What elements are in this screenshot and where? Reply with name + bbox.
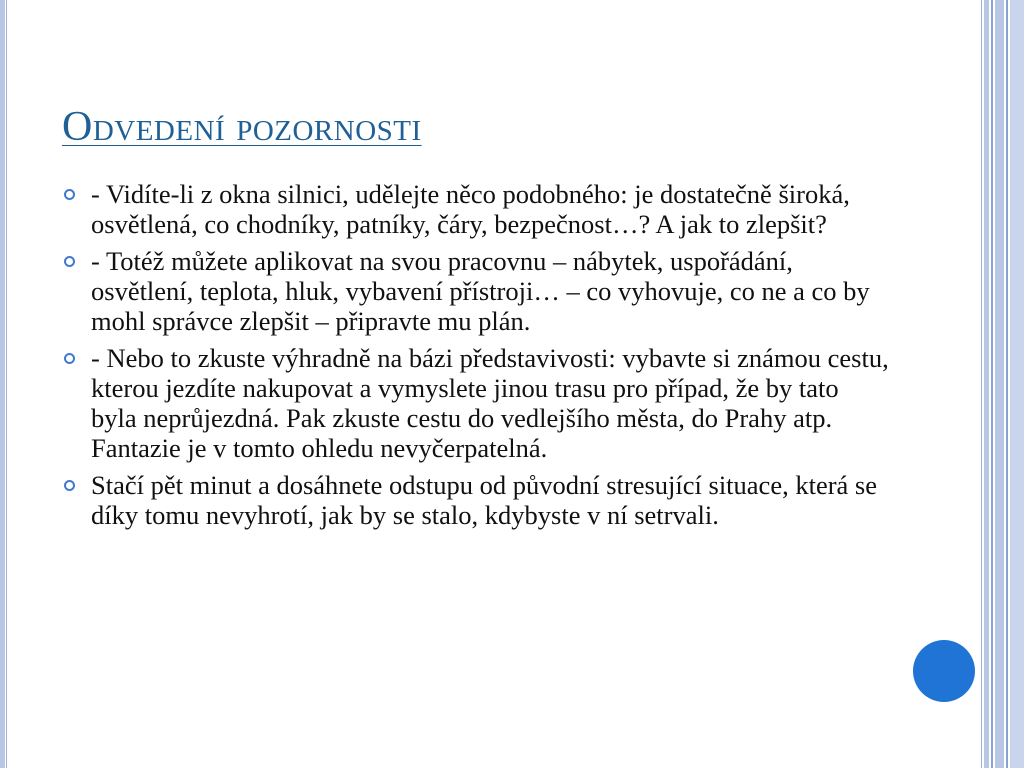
bullet-circle-icon bbox=[64, 480, 75, 491]
bullet-item bbox=[60, 470, 890, 530]
bullet-item bbox=[60, 343, 890, 463]
bullet-circle-icon bbox=[64, 189, 75, 200]
bullet-list bbox=[60, 179, 890, 537]
right-frame-stripe-3 bbox=[1010, 0, 1024, 768]
slide-title: Odvedení pozornosti bbox=[62, 104, 422, 150]
left-frame-line bbox=[6, 0, 7, 768]
bullet-text: Stačí pět minut a dosáhnete odstupu od původní stresující situace, která se díky tomu nevyhrotí, jak by se stalo, kdybyste v ní setrvali. bbox=[91, 470, 877, 530]
right-frame-line-2 bbox=[991, 0, 993, 768]
bullet-item bbox=[60, 246, 890, 336]
bullet-text: - Totéž můžete aplikovat na svou pracovnu – nábytek, uspořádání, osvětlení, teplota, hluk, vybavení přístroji… – co vyhovuje, co ne a co by mohl správce zlepšit – připravte mu plán. bbox=[91, 246, 870, 336]
bullet-circle-icon bbox=[64, 256, 75, 267]
right-frame-line-1 bbox=[981, 0, 982, 768]
right-frame-line-3 bbox=[1006, 0, 1008, 768]
right-frame-stripe-1 bbox=[984, 0, 989, 768]
bullet-item bbox=[60, 179, 890, 239]
bullet-text: - Nebo to zkuste výhradně na bázi představivosti: vybavte si známou cestu, kterou jezdíte nakupovat a vymyslete jinou trasu pro případ, že by tato byla neprůjezdná. Pak zkuste cestu do vedlejšího města, do Prahy atp. Fantazie je v tomto ohledu nevyčerpatelná. bbox=[91, 343, 889, 463]
right-frame-stripe-2 bbox=[995, 0, 1004, 768]
bullet-circle-icon bbox=[64, 353, 75, 364]
left-frame-stripe bbox=[0, 0, 5, 768]
accent-circle-decoration bbox=[913, 640, 975, 702]
bullet-text: - Vidíte-li z okna silnici, udělejte něco podobného: je dostatečně široká, osvětlená, co chodníky, patníky, čáry, bezpečnost…? A jak to zlepšit? bbox=[91, 179, 850, 239]
